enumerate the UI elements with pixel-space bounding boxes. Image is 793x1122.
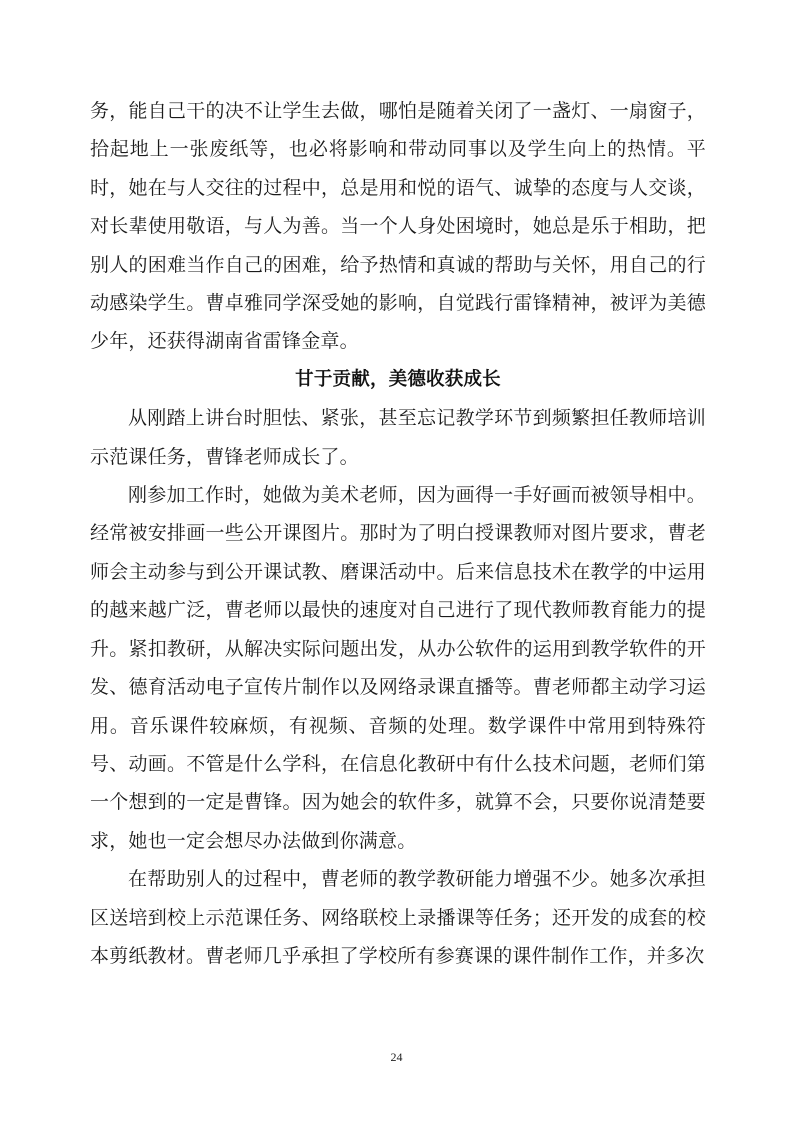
section-heading: 甘于贡献，美德收获成长 [295, 368, 501, 390]
body-paragraph-3: 刚参加工作时，她做为美术老师，因为画得一手好画而被领导相中。经常被安排画一些公开课图片。那时为了明白授课教师对图片要求，曹老师会主动参与到公开课试教、磨课活动中。后来信息技术在教学的中运用的越来越广泛，曹老师以最快的速度对自己进行了现代教师教育能力的提升。紧扣教研，从解决实际问题出发，从办公软件的运用到教学软件的开发、德育活动电子宣传片制作以及网络录课直播等。曹老师都主动学习运用。音乐课件较麻烦，有视频、音频的处理。数学课件中常用到特殊符号、动画。不管是什么学科，在信息化教研中有什么技术问题，老师们第一个想到的一定是曹锋。因为她会的软件多，就算不会，只要你说清楚要求，她也一定会想尽办法做到你满意。 [90, 484, 706, 852]
body-paragraph-1: 务，能自己干的决不让学生去做，哪怕是随着关闭了一盏灯、一扇窗子，拾起地上一张废纸等，也必将影响和带动同事以及学生向上的热情。平时，她在与人交往的过程中，总是用和悦的语气、诚挚的态度与人交谈，对长辈使用敬语，与人为善。当一个人身处困境时，她总是乐于相助，把别人的困难当作自己的困难，给予热情和真诚的帮助与关怀，用自己的行动感染学生。曹卓雅同学深受她的影响，自觉践行雷锋精神，被评为美德少年，还获得湖南省雷锋金章。 [90, 100, 706, 353]
body-paragraph-4: 在帮助别人的过程中，曹老师的教学教研能力增强不少。她多次承担区送培到校上示范课任务、网络联校上录播课等任务；还开发的成套的校本剪纸教材。曹老师几乎承担了学校所有参赛课的课件制作工作，并多次 [90, 868, 706, 967]
page-body [90, 92, 706, 975]
page-number: 24 [390, 1050, 403, 1064]
body-paragraph-2: 从刚踏上讲台时胆怯、紧张，甚至忘记教学环节到频繁担任教师培训示范课任务，曹锋老师成长了。 [90, 407, 706, 468]
